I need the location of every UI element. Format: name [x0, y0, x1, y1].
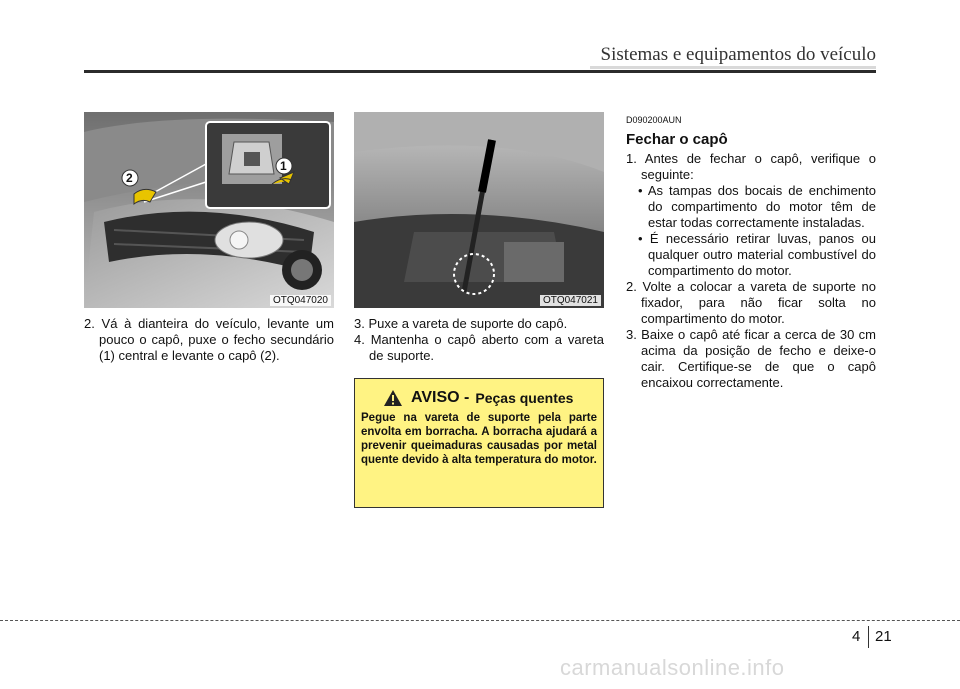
step-3-open: 3. Puxe a vareta de suporte do capô.	[354, 316, 568, 331]
warning-box	[354, 378, 604, 508]
bullet-filler-caps: • As tampas dos bocais de enchimento do compartimento do motor têm de estar todas correctamente instaladas.	[638, 183, 876, 230]
warning-header	[383, 389, 597, 407]
section-code: D090200AUN	[626, 115, 682, 125]
header-rule	[84, 70, 876, 73]
page-divider	[868, 626, 869, 648]
warning-triangle-icon	[383, 389, 403, 407]
page-chapter: 4	[852, 628, 861, 645]
footer-rule	[0, 620, 960, 621]
support-rod-illustration	[354, 112, 604, 308]
step-3-close: 3. Baixe o capô até ficar a cerca de 30 cm acima da posição de fecho e deixe-o cair. Certifique-se de que o capô encaixou correctamente.	[626, 327, 876, 390]
bullet-remove-materials: • É necessário retirar luvas, panos ou qualquer outro material combustível do compartimento do motor.	[638, 231, 876, 278]
callout-1: 1	[280, 159, 287, 173]
callout-2: 2	[126, 171, 133, 185]
step-2-close: 2. Volte a colocar a vareta de suporte no fixador, para não ficar solta no compartimento do motor.	[626, 279, 876, 326]
header-accent-line	[590, 66, 876, 69]
step-4-open: 4. Mantenha o capô aberto com a vareta de suporte.	[354, 332, 604, 363]
warning-title: AVISO -	[411, 389, 470, 406]
figure-code: OTQ047020	[270, 295, 331, 306]
figure-code: OTQ047021	[540, 295, 601, 306]
chapter-title: Sistemas e equipamentos do veículo	[600, 44, 876, 65]
figure-support-rod	[354, 112, 604, 308]
section-title: Fechar o capô	[626, 131, 728, 148]
hood-latch-illustration	[84, 112, 334, 308]
figure-hood-latch	[84, 112, 334, 308]
warning-body: Pegue na vareta de suporte pela parte envolta em borracha. A borracha ajudará a prevenir queimaduras causadas por metal quente devido à alta temperatura do motor.	[361, 412, 597, 466]
step-2-open: 2. Vá à dianteira do veículo, levante um pouco o capô, puxe o fecho secundário (1) central e levante o capô (2).	[84, 316, 334, 363]
warning-subtitle: Peças quentes	[475, 390, 574, 406]
column-3	[626, 112, 876, 391]
step-1-close: 1. Antes de fechar o capô, verifique o seguinte:	[626, 151, 876, 182]
page-number: 21	[875, 628, 892, 645]
column-2	[354, 316, 604, 364]
watermark: carmanualsonline.info	[560, 655, 785, 680]
column-1	[84, 316, 334, 364]
